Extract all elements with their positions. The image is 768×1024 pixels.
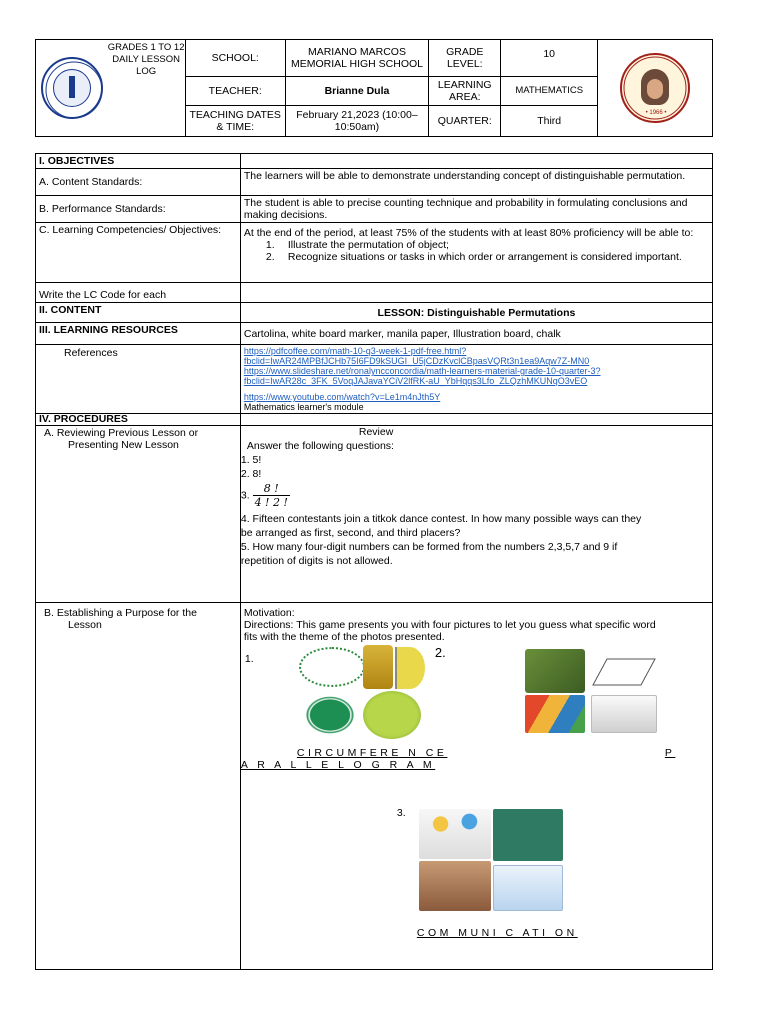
performance-standards-label: B. Performance Standards:	[36, 196, 241, 223]
question-3: 3. $\frac{8 !}{4 ! 2 !}$	[240, 482, 288, 509]
ball-image	[363, 691, 421, 739]
reference-link-2[interactable]: https://www.slideshare.net/ronalyncconcordia/math-learners-material-grade-10-quarter-3?fbclid=IwAR28c_3FK_5VoqJAJavaYCiV2lfRK-aU_YbHqqs3Lfo_ZLQzhMKUNqO3vEO	[243, 366, 601, 386]
purpose-label-1: B. Establishing a Purpose for the	[44, 607, 197, 619]
directions-text: Directions: This game presents you with four pictures to let you guess what specific word fits with the theme of the photos presented.	[243, 619, 656, 643]
people-talking-image	[419, 809, 491, 859]
content-heading: II. CONTENT	[36, 303, 241, 323]
review-cell	[240, 426, 712, 603]
fraction-numerator: 8 !	[253, 482, 290, 496]
content-standards-text: The learners will be able to demonstrate understanding concept of distinguishable permutation.	[240, 169, 712, 196]
quarter-label: QUARTER:	[429, 106, 501, 137]
reference-link-1[interactable]: https://pdfcoffee.com/math-10-q3-week-1-pdf-free.html?fbclid=IwAR24MPBfJCHb75I6FD9kSUGI_U5jCDzKvclCBpasVQRt3n1ea9Aqw7Z-MN0	[243, 346, 590, 366]
materials-text: Cartolina, white board marker, manila paper, Illustration board, chalk	[240, 323, 712, 345]
picture-2-number: 2.	[434, 645, 446, 660]
school-label: SCHOOL:	[185, 40, 285, 77]
review-label-2: Presenting New Lesson	[68, 439, 179, 451]
resources-heading: III. LEARNING RESOURCES	[36, 323, 241, 345]
competency-number: 1.	[265, 239, 275, 251]
question-2: 2. 8!	[240, 468, 262, 480]
deped-seal-cell	[36, 40, 108, 137]
answer-1: CIRCUMFERE N CE	[296, 747, 448, 759]
procedures-heading: IV. PROCEDURES	[36, 414, 241, 426]
competencies-list	[244, 239, 709, 263]
competencies-intro: At the end of the period, at least 75% of the students with at least 80% proficiency will be able to:	[243, 227, 694, 239]
competencies-label: C. Learning Competencies/ Objectives:	[36, 223, 241, 283]
parallelogram-image	[591, 657, 657, 687]
competencies-cell	[240, 223, 712, 283]
fraction-denominator: 4 ! 2 !	[254, 496, 288, 509]
school-seal-cell	[598, 40, 713, 137]
question-5: 5. How many four-digit numbers can be formed from the numbers 2,3,5,7 and 9 if repetition of digits is not allowed.	[240, 541, 618, 567]
dates-label: TEACHING DATES & TIME:	[185, 106, 285, 137]
grade-log-title: GRADES 1 TO 12 DAILY LESSON LOG	[107, 40, 185, 137]
lc-code-label: Write the LC Code for each	[36, 283, 241, 303]
learning-area-value: MATHEMATICS	[501, 77, 598, 106]
group-meeting-image	[419, 861, 491, 911]
half-circle-image	[395, 647, 425, 689]
picture-3-number: 3.	[396, 807, 406, 819]
review-label-1: A. Reviewing Previous Lesson or	[44, 427, 199, 439]
competency-text: Recognize situations or tasks in which order or arrangement is considered important.	[287, 251, 682, 263]
answer-2-rest: A R A L L E L O G R A M	[240, 759, 436, 771]
review-label-cell	[36, 426, 241, 603]
question-1: 1. 5!	[240, 454, 262, 466]
round-table-image	[299, 691, 361, 739]
grade-level-label: GRADE LEVEL:	[429, 40, 501, 77]
circle-image	[299, 647, 365, 687]
video-call-image	[493, 865, 563, 911]
picture-1-number: 1.	[244, 653, 254, 665]
purpose-label-2: Lesson	[68, 619, 102, 631]
reference-link-3[interactable]: https://www.youtube.com/watch?v=Le1m4nJth5Y	[243, 392, 441, 402]
references-label: References	[36, 345, 241, 414]
review-intro: Answer the following questions:	[246, 440, 394, 452]
header-table	[35, 39, 713, 137]
chat-bubbles-image	[493, 809, 563, 861]
teacher-label: TEACHER:	[185, 77, 285, 106]
board-image	[525, 649, 585, 693]
competency-number: 2.	[265, 251, 275, 263]
purpose-cell	[240, 603, 712, 970]
objectives-heading: I. OBJECTIVES	[36, 154, 241, 169]
references-cell	[240, 345, 712, 414]
lesson-title: LESSON: Distinguishable Permutations	[240, 303, 712, 323]
grade-level-value: 10	[501, 40, 598, 77]
fraction	[253, 482, 290, 509]
dates-value: February 21,2023 (10:00–10:50am)	[285, 106, 429, 137]
stairs-image	[591, 695, 657, 733]
competency-item	[244, 251, 709, 263]
answer-3: COM MUNI C ATI ON	[416, 927, 578, 939]
content-standards-label: A. Content Standards:	[36, 169, 241, 196]
purpose-label-cell	[36, 603, 241, 970]
school-value: MARIANO MARCOS MEMORIAL HIGH SCHOOL	[285, 40, 429, 77]
quarter-value: Third	[501, 106, 598, 137]
coins-image	[363, 645, 393, 689]
lesson-log-table	[35, 153, 713, 970]
tangram-image	[525, 695, 585, 733]
deped-seal-logo	[41, 57, 103, 119]
school-seal-logo	[620, 53, 690, 123]
competency-text: Illustrate the permutation of object;	[287, 239, 449, 251]
teacher-value: Brianne Dula	[285, 77, 429, 106]
review-title: Review	[358, 426, 394, 438]
performance-standards-text: The student is able to precise counting technique and probability in formulating conclusions and making decisions.	[240, 196, 712, 223]
question-4: 4. Fifteen contestants join a titkok dance contest. In how many possible ways can they be arranged as first, second, and third placers?	[240, 513, 642, 539]
competency-item	[244, 239, 709, 251]
school-seal-year: • 1966 •	[645, 110, 667, 116]
module-text: Mathematics learner's module	[243, 402, 364, 412]
motivation-label: Motivation:	[243, 607, 295, 619]
answer-2-start: P	[664, 747, 676, 759]
learning-area-label: LEARNING AREA:	[429, 77, 501, 106]
